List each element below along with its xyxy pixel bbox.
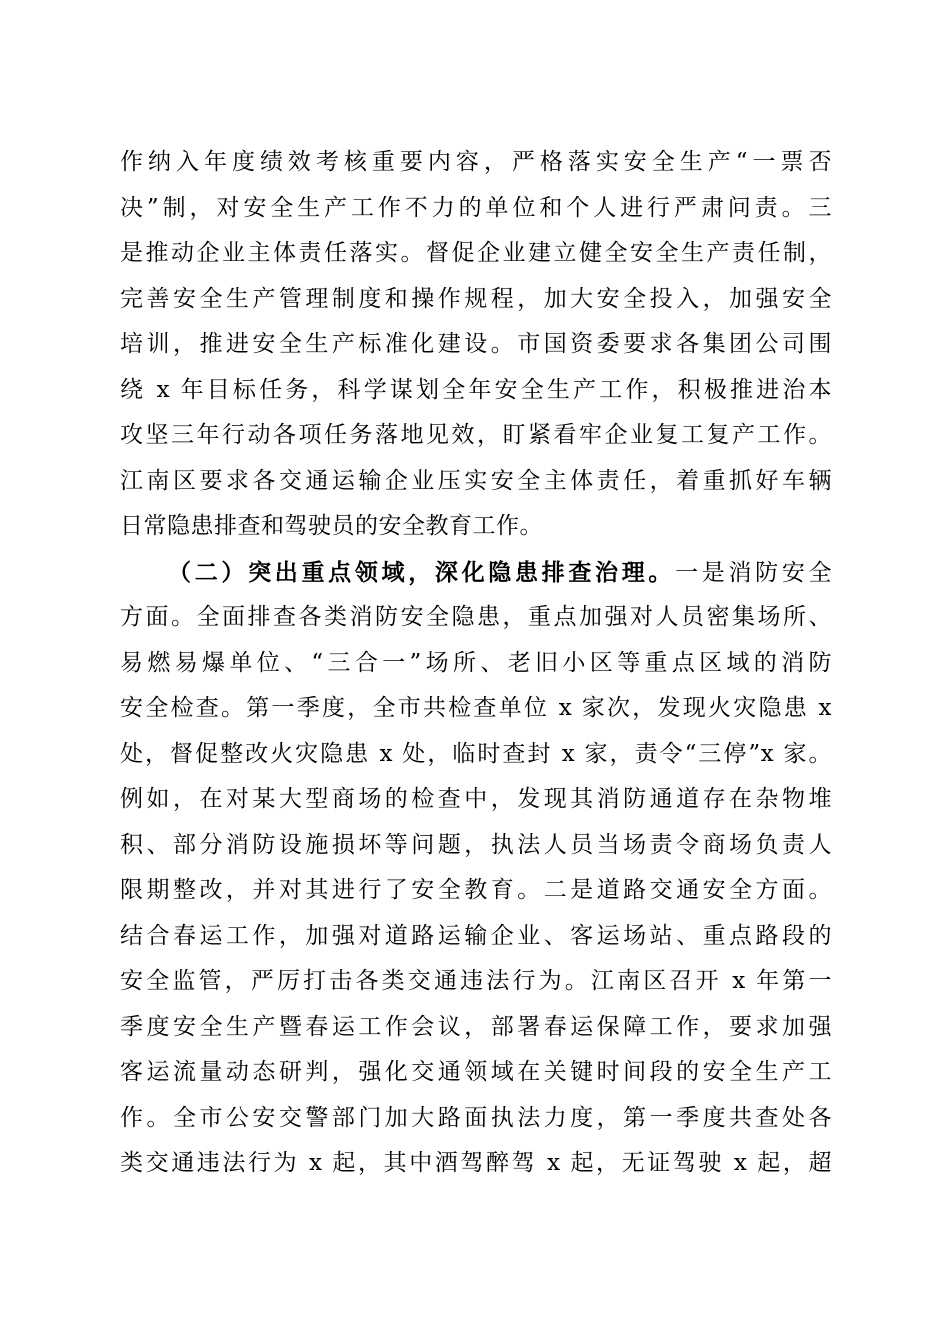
text-line: 作纳入年度绩效考核重要内容，严格落实安全生产“一票否 — [120, 149, 832, 175]
section-heading: （二）突出重点领域，深化隐患排查治理。 — [168, 558, 676, 586]
text-line: 决”制，对安全生产工作不力的单位和个人进行严肃问责。三 — [120, 194, 832, 221]
text-line: 客运流量动态研判，强化交通领域在关键时间段的安全生产工 — [120, 1059, 832, 1085]
text-line: 培训，推进安全生产标准化建设。市国资委要求各集团公司围 — [120, 331, 832, 357]
text-line: 类交通违法行为 x 起，其中酒驾醉驾 x 起，无证驾驶 x 起，超 — [120, 1150, 832, 1176]
text-line: 绕 x 年目标任务，科学谋划全年安全生产工作，积极推进治本 — [120, 376, 832, 403]
text-line: 积、部分消防设施损坏等问题，执法人员当场责令商场负责人 — [120, 831, 832, 858]
heading-line-rest: 一是消防安全 — [675, 559, 832, 586]
document-page — [120, 140, 832, 1187]
text-line: 作。全市公安交警部门加大路面执法力度，第一季度共查处各 — [120, 1104, 832, 1131]
text-line: 季度安全生产暨春运工作会议，部署春运保障工作，要求加强 — [120, 1013, 832, 1040]
paragraph-first-line — [120, 550, 832, 596]
text-line: 方面。全面排查各类消防安全隐患，重点加强对人员密集场所、 — [120, 604, 832, 630]
paragraph-2 — [120, 550, 832, 1187]
text-line: 江南区要求各交通运输企业压实安全主体责任，着重抓好车辆 — [120, 467, 832, 494]
text-line: 安全检查。第一季度，全市共检查单位 x 家次，发现火灾隐患 x — [120, 695, 832, 721]
text-line: 易燃易爆单位、“三合一”场所、老旧小区等重点区域的消防 — [120, 649, 832, 676]
text-line: 完善安全生产管理制度和操作规程，加大安全投入，加强安全 — [120, 285, 832, 312]
text-line: 攻坚三年行动各项任务落地见效，盯紧看牢企业复工复产工作。 — [120, 422, 832, 448]
text-line: 例如，在对某大型商场的检查中，发现其消防通道存在杂物堆 — [120, 786, 832, 812]
text-line: 结合春运工作，加强对道路运输企业、客运场站、重点路段的 — [120, 922, 832, 949]
text-line: 安全监管，严厉打击各类交通违法行为。江南区召开 x 年第一 — [120, 968, 832, 994]
text-line: 是推动企业主体责任落实。督促企业建立健全安全生产责任制， — [120, 240, 832, 266]
text-line: 日常隐患排查和驾驶员的安全教育工作。 — [120, 513, 543, 539]
text-line: 限期整改，并对其进行了安全教育。二是道路交通安全方面。 — [120, 877, 832, 903]
text-line: 处，督促整改火灾隐患 x 处，临时查封 x 家，责令“三停”x 家。 — [120, 740, 832, 767]
paragraph-1 — [120, 140, 832, 550]
